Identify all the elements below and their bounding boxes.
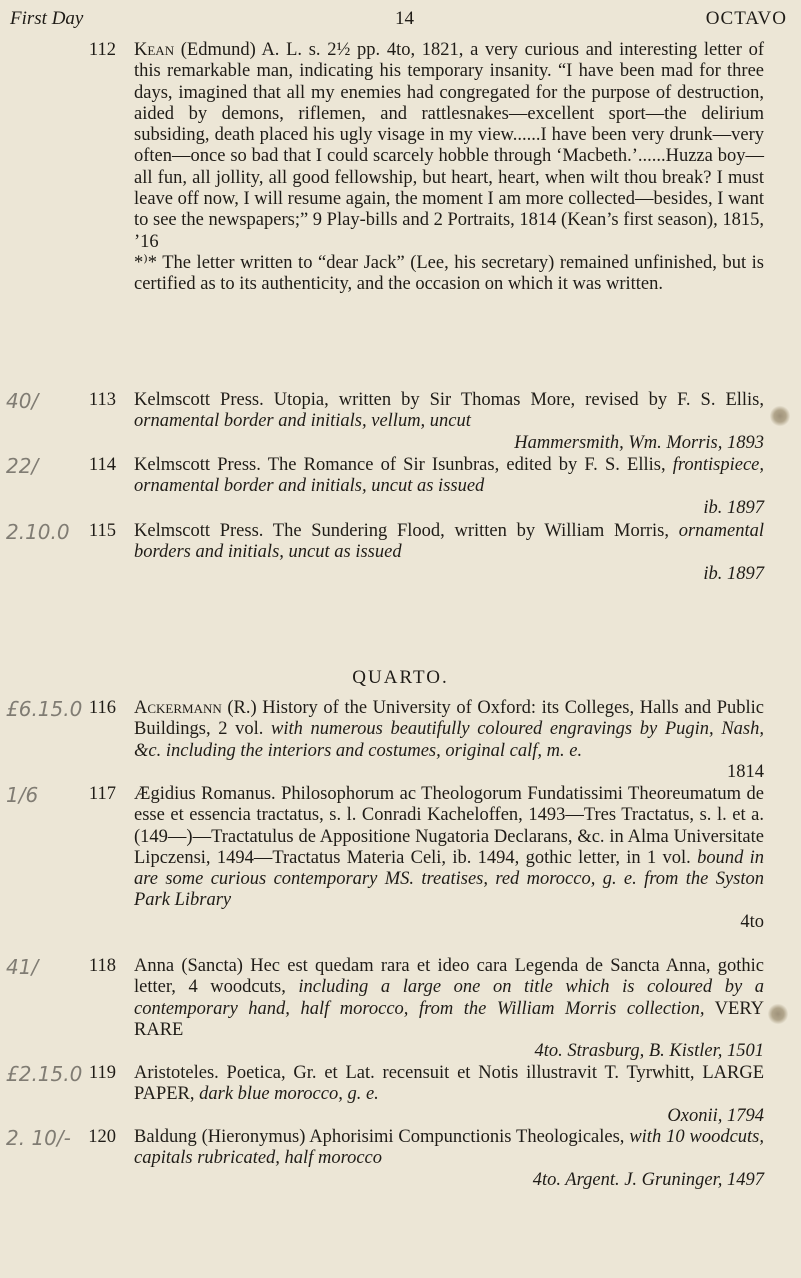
lot-description: Kelmscott Press. The Sundering Flood, written by William Morris,	[134, 521, 669, 541]
lot-number: 112	[88, 40, 116, 60]
lot-entry	[6, 783, 765, 933]
lot-rarity: VERY RARE	[134, 998, 765, 1040]
handwritten-price: 40/	[6, 389, 39, 413]
lot-number: 116	[88, 698, 116, 718]
lot-imprint: ib. 1897	[703, 563, 764, 584]
lot-imprint: 4to. Argent. J. Gruninger, 1497	[532, 1169, 764, 1190]
lot-entry	[6, 697, 764, 783]
lot-number: 118	[88, 956, 116, 976]
lot-imprint: 1814	[727, 761, 764, 782]
handwritten-price: 2. 10/-	[6, 1126, 71, 1150]
lot-imprint: Oxonii, 1794	[667, 1105, 764, 1126]
lot-imprint: 4to. Strasburg, B. Kistler, 1501	[534, 1041, 764, 1062]
running-title: First Day	[10, 8, 84, 29]
stain-mark-icon	[770, 405, 790, 427]
lot-description: Kelmscott Press. Utopia, written by Sir Thomas More, revised by F. S. Ellis,	[134, 390, 764, 410]
handwritten-price: 22/	[6, 454, 39, 478]
lot-entry	[88, 40, 764, 296]
lot-author: Kean	[134, 40, 175, 60]
lot-description: Aristoteles. Poetica, Gr. et Lat. recensuit et Notis illustravit T. Tyrwhitt,	[134, 1063, 695, 1083]
lot-description: Anna (Sancta) Hec est quedam rara et ideo cara Legenda de Sancta Anna, gothic letter, 4 woodcuts,	[134, 956, 764, 998]
lot-entry	[6, 454, 765, 519]
lot-description: Baldung (Hieronymus) Aphorisimi Compunctionis Theologicales,	[134, 1127, 625, 1147]
lot-entry	[6, 520, 764, 585]
lot-entry	[6, 1126, 764, 1191]
lot-number: 120	[88, 1127, 116, 1147]
lot-imprint: Hammersmith, Wm. Morris, 1893	[514, 432, 764, 453]
page-header	[0, 4, 801, 36]
lot-entry	[6, 1062, 764, 1127]
section-label: OCTAVO	[705, 8, 787, 29]
lot-condition: dark blue morocco, g. e.	[199, 1084, 379, 1105]
lot-description: Kelmscott Press. The Romance of Sir Isunbras, edited by F. S. Ellis,	[134, 455, 666, 475]
lot-author: Ackermann	[134, 698, 222, 718]
lot-number: 115	[88, 521, 116, 541]
lot-entry	[6, 389, 764, 454]
handwritten-price: 2.10.0	[6, 520, 70, 544]
lot-imprint: 4to	[740, 911, 764, 932]
lot-number: 117	[88, 784, 116, 804]
lot-number: 119	[88, 1063, 116, 1083]
lot-condition: frontispiece, ornamental border and initials, uncut as issued	[134, 455, 765, 497]
page-number: 14	[395, 8, 414, 29]
lot-condition: ornamental border and initials, vellum, uncut	[134, 411, 471, 432]
lot-description: Ægidius Romanus. Philosophorum ac Theologorum Fundatissimi Theoreumatum de esse et essencia tractatus, s. l. Conradi Kacheloffen, 1493—Tres Tractatus, s. l. et a. (149—)—Tractatulus de Appositione Nugatoria Declarans, &c. in Alma Universitate Lipczensi, 1494—Tractatus Materia Celi, ib. 1494, gothic letter, in 1 vol.	[134, 784, 764, 868]
lot-paper: LARGE PAPER,	[134, 1063, 764, 1105]
lot-entry	[6, 955, 765, 1062]
handwritten-price: 41/	[6, 955, 39, 979]
lot-description: (R.) History of the University of Oxford: its Colleges, Halls and Public Buildings, 2 vol.	[134, 698, 764, 740]
lot-number: 113	[88, 390, 116, 410]
lot-description: (Edmund) A. L. s. 2½ pp. 4to, 1821, a very curious and interesting letter of this remarkable man, indicating his temporary insanity. “I have been mad for three days, imagined that all my enemies had congregated for the purpose of destruction, aided by demons, riflemen, and rattlesnakes—excellent sport—the delirium subsiding, death placed his ugly visage in my view......I have been very drunk—very often—once so bad that I could scarcely hobble through ‘Macbeth.’......Huzza boy—all fun, all jollity, all good fellowship, but heart, heart, when wilt thou break? I must leave off now, I will resume again, the moment I am more collected—besides, I want to see the newspapers;” 9 Play-bills and 2 Portraits, 1814 (Kean’s first season), 1815, ’16	[134, 40, 764, 252]
section-heading-quarto: QUARTO.	[352, 667, 449, 688]
lot-condition: with 10 woodcuts, capitals rubricated, half morocco	[134, 1127, 764, 1169]
handwritten-price: 1/6	[6, 783, 39, 807]
handwritten-price: £2.15.0	[6, 1062, 83, 1086]
lot-condition: including a large one on title which is coloured by a contemporary hand, half morocco, from the William Morris collection,	[134, 977, 764, 1019]
handwritten-price: £6.15.0	[6, 697, 83, 721]
lot-condition: ornamental borders and initials, uncut as issued	[134, 521, 764, 563]
lot-condition: with numerous beautifully coloured engravings by Pugin, Nash, &c. including the interiors and costumes, original calf, m. e.	[134, 719, 764, 761]
lot-number: 114	[88, 455, 116, 475]
lot-imprint: ib. 1897	[703, 497, 764, 518]
lot-condition: bound in are some curious contemporary MS. treatises, red morocco, g. e. from the Syston Park Library	[134, 847, 765, 911]
lot-note: *⁾* The letter written to “dear Jack” (Lee, his secretary) remained unfinished, but is certified as to its authenticity, and the occasion on which it was written.	[134, 252, 764, 295]
stain-mark-icon	[768, 1003, 788, 1025]
